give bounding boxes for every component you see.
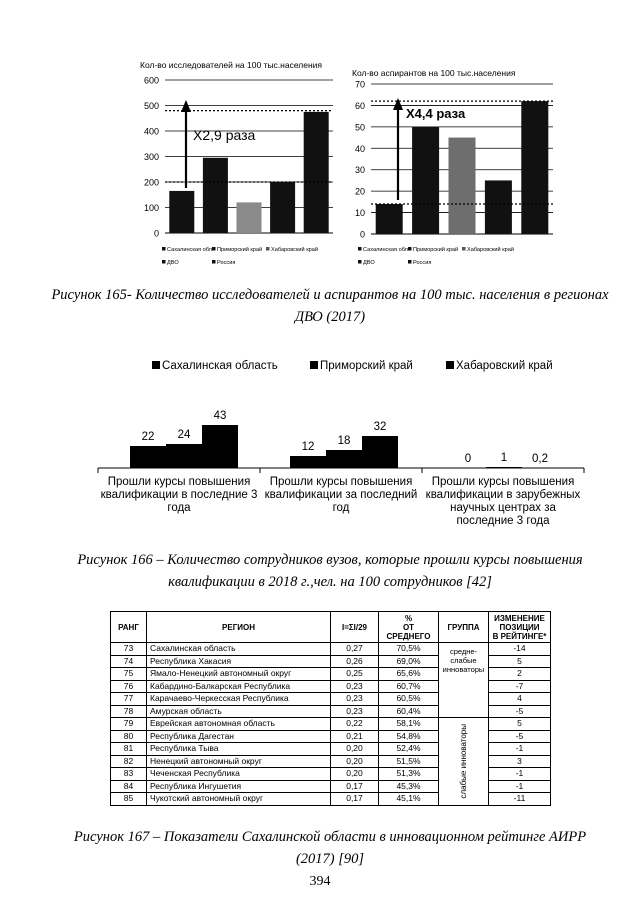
value-label: 32 bbox=[373, 421, 387, 433]
change-cell: 3 bbox=[489, 755, 551, 768]
bar bbox=[326, 450, 362, 468]
change-cell: -7 bbox=[489, 680, 551, 693]
rank-cell: 78 bbox=[111, 705, 147, 718]
category-label: Прошли курсы повышения bbox=[107, 476, 251, 488]
caption-line: квалификации в 2018 г.,чел. на 100 сотрудников [42] bbox=[168, 574, 492, 590]
category-label: квалификации за последний bbox=[264, 489, 418, 501]
rank-cell: 77 bbox=[111, 693, 147, 706]
legend-swatch bbox=[162, 247, 166, 251]
bar bbox=[237, 202, 262, 233]
percent-cell: 60,4% bbox=[379, 705, 439, 718]
legend-swatch bbox=[152, 361, 160, 369]
figure-166-legend bbox=[152, 360, 553, 372]
figure-166-caption bbox=[40, 549, 620, 593]
value-label: 12 bbox=[301, 441, 315, 453]
index-cell: 0,27 bbox=[331, 643, 379, 656]
bar bbox=[130, 446, 166, 468]
rank-cell: 82 bbox=[111, 755, 147, 768]
group-cell: средне- слабые инноваторы bbox=[439, 643, 489, 718]
bar bbox=[290, 456, 326, 468]
y-tick-label: 100 bbox=[143, 203, 159, 213]
right-chart-bars bbox=[376, 101, 549, 234]
ranking-table bbox=[110, 611, 551, 806]
percent-cell: 69,0% bbox=[379, 655, 439, 668]
caption-line: ДВО (2017) bbox=[294, 309, 366, 325]
change-cell: 5 bbox=[489, 655, 551, 668]
percent-cell: 52,4% bbox=[379, 743, 439, 756]
category-label: год bbox=[332, 502, 350, 514]
y-tick-label: 20 bbox=[354, 186, 365, 197]
category-label: Прошли курсы повышения bbox=[269, 476, 413, 488]
region-cell: Карачаево-Черкесская Республика bbox=[147, 693, 331, 706]
index-cell: 0,17 bbox=[331, 793, 379, 806]
header-index: I=ΣI/29 bbox=[331, 612, 379, 643]
legend-label: Россия bbox=[217, 260, 236, 266]
percent-cell: 70,5% bbox=[379, 643, 439, 656]
rank-cell: 80 bbox=[111, 730, 147, 743]
region-cell: Ненецкий автономный округ bbox=[147, 755, 331, 768]
right-chart-title: Кол-во аспирантов на 100 тыс.населения bbox=[352, 68, 516, 78]
y-tick-label: 600 bbox=[143, 75, 159, 86]
figure-165 bbox=[0, 0, 640, 280]
caption-line: Рисунок 165- Количество исследователей и аспирантов на 100 тыс. населения в регионах bbox=[51, 287, 609, 303]
figure-166-category-labels bbox=[101, 476, 581, 527]
rank-cell: 73 bbox=[111, 643, 147, 656]
bar bbox=[203, 158, 228, 233]
caption-line: Рисунок 166 – Количество сотрудников вузов, которые прошли курсы повышения bbox=[77, 552, 583, 568]
legend-label: Приморский край bbox=[217, 247, 263, 253]
y-tick-label: 60 bbox=[354, 100, 365, 111]
region-cell: Кабардино-Балкарская Республика bbox=[147, 680, 331, 693]
bar bbox=[376, 204, 403, 234]
figure-165-caption bbox=[40, 284, 620, 328]
region-cell: Еврейская автономная область bbox=[147, 718, 331, 731]
right-chart-legend bbox=[358, 246, 514, 266]
legend-label: Хабаровский край bbox=[456, 360, 553, 372]
y-tick-label: 0 bbox=[359, 229, 365, 240]
index-cell: 0,20 bbox=[331, 743, 379, 756]
percent-cell: 60,7% bbox=[379, 680, 439, 693]
legend-label: Россия bbox=[413, 260, 432, 266]
value-label: 24 bbox=[177, 429, 191, 441]
table-row bbox=[111, 718, 551, 731]
y-tick-label: 50 bbox=[354, 122, 365, 133]
percent-cell: 45,3% bbox=[379, 780, 439, 793]
index-cell: 0,22 bbox=[331, 718, 379, 731]
region-cell: Ямало-Ненецкий автономный округ bbox=[147, 668, 331, 681]
value-label: 22 bbox=[141, 431, 155, 443]
category-label: научных центрах за bbox=[450, 502, 556, 514]
percent-cell: 54,8% bbox=[379, 730, 439, 743]
value-label: 0 bbox=[464, 453, 472, 465]
table-row bbox=[111, 643, 551, 656]
bar bbox=[270, 182, 295, 233]
legend-label: Сахалинская область bbox=[162, 360, 278, 372]
rank-cell: 76 bbox=[111, 680, 147, 693]
legend-swatch bbox=[212, 247, 216, 251]
index-cell: 0,20 bbox=[331, 768, 379, 781]
percent-cell: 51,5% bbox=[379, 755, 439, 768]
change-cell: 5 bbox=[489, 718, 551, 731]
bar bbox=[521, 101, 548, 234]
index-cell: 0,17 bbox=[331, 780, 379, 793]
category-label: последние 3 года bbox=[456, 515, 550, 527]
y-tick-label: 10 bbox=[354, 208, 365, 219]
bar bbox=[449, 138, 476, 234]
left-chart-annotation: X2,9 раза bbox=[193, 127, 256, 143]
figure-166-axis bbox=[98, 468, 584, 473]
header-group: ГРУППА bbox=[439, 612, 489, 643]
legend-label: Приморский край bbox=[320, 360, 413, 372]
category-label: Прошли курсы повышения bbox=[431, 476, 575, 488]
index-cell: 0,20 bbox=[331, 755, 379, 768]
index-cell: 0,23 bbox=[331, 680, 379, 693]
region-cell: Республика Хакасия bbox=[147, 655, 331, 668]
left-chart-arrowhead bbox=[181, 100, 191, 112]
legend-swatch bbox=[446, 361, 454, 369]
category-label: квалификации в зарубежных bbox=[425, 489, 581, 501]
left-chart-legend bbox=[162, 246, 318, 266]
bar bbox=[485, 180, 512, 234]
change-cell: -5 bbox=[489, 730, 551, 743]
legend-label: Приморский край bbox=[413, 247, 459, 253]
index-cell: 0,23 bbox=[331, 705, 379, 718]
y-tick-label: 40 bbox=[354, 143, 365, 154]
region-cell: Чукотский автономный округ bbox=[147, 793, 331, 806]
category-label: квалификации в последние 3 bbox=[100, 489, 258, 501]
percent-cell: 45,1% bbox=[379, 793, 439, 806]
legend-swatch bbox=[212, 260, 216, 264]
legend-label: Сахалинская обл bbox=[167, 247, 212, 253]
legend-label: ДВО bbox=[167, 260, 179, 266]
change-cell: 2 bbox=[489, 668, 551, 681]
bar bbox=[362, 436, 398, 468]
change-cell: -14 bbox=[489, 643, 551, 656]
percent-cell: 51,3% bbox=[379, 768, 439, 781]
bar bbox=[166, 444, 202, 468]
y-tick-label: 500 bbox=[143, 101, 159, 111]
legend-label: Хабаровский край bbox=[467, 247, 515, 253]
caption-line: Рисунок 167 – Показатели Сахалинской области в инновационном рейтинге АИРР bbox=[73, 829, 587, 845]
legend-label: Хабаровский край bbox=[271, 247, 319, 253]
right-chart-y-ticks bbox=[355, 80, 365, 240]
right-chart-annotation: X4,4 раза bbox=[406, 106, 466, 121]
rank-cell: 83 bbox=[111, 768, 147, 781]
region-cell: Амурская область bbox=[147, 705, 331, 718]
bar bbox=[169, 191, 194, 233]
header-rank: РАНГ bbox=[111, 612, 147, 643]
change-cell: -1 bbox=[489, 743, 551, 756]
percent-cell: 65,6% bbox=[379, 668, 439, 681]
region-cell: Сахалинская область bbox=[147, 643, 331, 656]
figure-166 bbox=[0, 345, 640, 540]
region-cell: Республика Ингушетия bbox=[147, 780, 331, 793]
legend-swatch bbox=[408, 247, 412, 251]
value-label: 18 bbox=[337, 435, 351, 447]
legend-label: Сахалинская обл bbox=[363, 247, 408, 253]
y-tick-label: 0 bbox=[153, 228, 159, 239]
region-cell: Чеченская Республика bbox=[147, 768, 331, 781]
region-cell: Республика Тыва bbox=[147, 743, 331, 756]
change-cell: -5 bbox=[489, 705, 551, 718]
value-label: 0,2 bbox=[532, 452, 548, 465]
table-header-row bbox=[111, 612, 551, 643]
index-cell: 0,21 bbox=[331, 730, 379, 743]
y-tick-label: 400 bbox=[143, 126, 159, 137]
legend-swatch bbox=[358, 247, 362, 251]
change-cell: -11 bbox=[489, 793, 551, 806]
right-chart-arrowhead bbox=[393, 98, 403, 110]
change-cell: -1 bbox=[489, 768, 551, 781]
figure-167-caption bbox=[40, 826, 620, 870]
change-cell: 4 bbox=[489, 693, 551, 706]
y-tick-label: 300 bbox=[143, 152, 159, 162]
category-label: года bbox=[167, 502, 191, 514]
value-label: 43 bbox=[213, 410, 227, 422]
left-chart-y-ticks bbox=[144, 76, 159, 239]
rank-cell: 74 bbox=[111, 655, 147, 668]
y-tick-label: 200 bbox=[143, 177, 159, 188]
ranking-table-wrapper bbox=[110, 611, 551, 806]
caption-line: (2017) [90] bbox=[295, 851, 365, 867]
bar bbox=[304, 112, 329, 233]
percent-cell: 58,1% bbox=[379, 718, 439, 731]
rank-cell: 85 bbox=[111, 793, 147, 806]
legend-swatch bbox=[358, 260, 362, 264]
rank-cell: 79 bbox=[111, 718, 147, 731]
index-cell: 0,25 bbox=[331, 668, 379, 681]
region-cell: Республика Дагестан bbox=[147, 730, 331, 743]
index-cell: 0,26 bbox=[331, 655, 379, 668]
y-tick-label: 30 bbox=[354, 165, 365, 176]
group-cell bbox=[439, 718, 489, 806]
legend-swatch bbox=[162, 260, 166, 264]
page-number: 394 bbox=[309, 874, 331, 889]
y-tick-label: 70 bbox=[354, 79, 365, 90]
header-change: ИЗМЕНЕНИЕ ПОЗИЦИИ В РЕЙТИНГЕ* bbox=[489, 612, 551, 643]
rank-cell: 84 bbox=[111, 780, 147, 793]
group-label: слабые инноваторы bbox=[459, 723, 468, 799]
bar bbox=[202, 425, 238, 468]
legend-swatch bbox=[408, 260, 412, 264]
index-cell: 0,23 bbox=[331, 693, 379, 706]
legend-swatch bbox=[462, 247, 466, 251]
rank-cell: 75 bbox=[111, 668, 147, 681]
legend-swatch bbox=[310, 361, 318, 369]
legend-swatch bbox=[266, 247, 270, 251]
rank-cell: 81 bbox=[111, 743, 147, 756]
header-percent: % ОТ СРЕДНЕГО bbox=[379, 612, 439, 643]
bar bbox=[412, 127, 439, 234]
legend-label: ДВО bbox=[363, 260, 375, 266]
table-body bbox=[111, 643, 551, 806]
value-label: 1 bbox=[500, 452, 508, 464]
change-cell: -1 bbox=[489, 780, 551, 793]
header-region: РЕГИОН bbox=[147, 612, 331, 643]
left-chart-title: Кол-во исследователей на 100 тыс.населения bbox=[140, 60, 323, 70]
percent-cell: 60,5% bbox=[379, 693, 439, 706]
